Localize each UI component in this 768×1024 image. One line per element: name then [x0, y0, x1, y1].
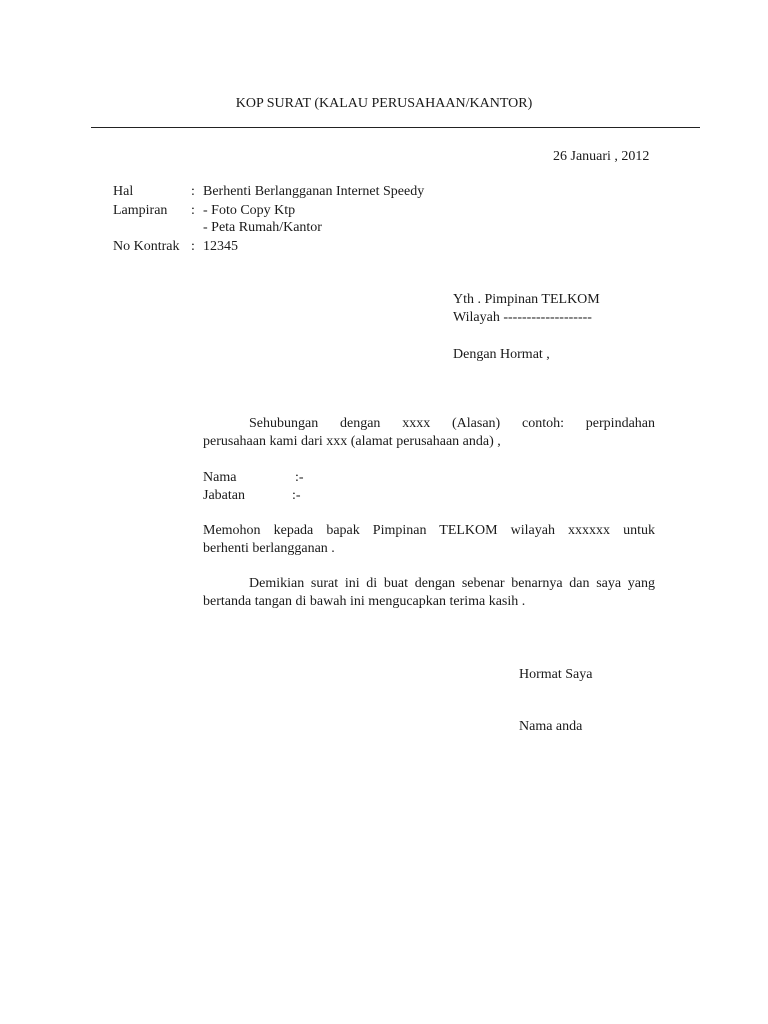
- hal-label: Hal: [113, 184, 134, 199]
- jabatan-label: Jabatan: [203, 488, 245, 503]
- lampiran-item: - Peta Rumah/Kantor: [203, 220, 322, 235]
- lampiran-item: - Foto Copy Ktp: [203, 203, 296, 218]
- recipient-line: Yth . Pimpinan TELKOM: [453, 292, 600, 307]
- nama-label: Nama: [203, 470, 237, 485]
- jabatan-value: :-: [292, 488, 301, 503]
- greeting: Dengan Hormat ,: [453, 347, 550, 362]
- paragraph-line: Demikian surat ini di buat dengan sebenar benarnya dan saya yang: [249, 576, 655, 591]
- letterhead-title: KOP SURAT (KALAU PERUSAHAAN/KANTOR): [235, 96, 533, 111]
- kontrak-label: No Kontrak: [113, 239, 180, 254]
- paragraph-line: berhenti berlangganan .: [203, 541, 335, 556]
- lampiran-colon: :: [191, 203, 195, 218]
- header-divider: [91, 127, 700, 128]
- recipient-region: Wilayah -------------------: [453, 310, 592, 325]
- paragraph-line: Sehubungan dengan xxxx (Alasan) contoh: perpindahan: [249, 416, 655, 431]
- lampiran-label: Lampiran: [113, 203, 168, 218]
- paragraph-line: bertanda tangan di bawah ini mengucapkan terima kasih .: [203, 594, 526, 609]
- nama-value: :-: [295, 470, 304, 485]
- paragraph-closing: [203, 575, 655, 611]
- kontrak-colon: :: [191, 239, 195, 254]
- paragraph-reason: [203, 415, 655, 451]
- paragraph-line: perusahaan kami dari xxx (alamat perusahaan anda) ,: [203, 434, 501, 449]
- closing-salutation: Hormat Saya: [519, 667, 593, 682]
- kontrak-value: 12345: [203, 239, 238, 254]
- paragraph-request: [203, 522, 655, 558]
- hal-colon: :: [191, 184, 195, 199]
- signer-name: Nama anda: [519, 719, 583, 734]
- letter-date: 26 Januari , 2012: [553, 149, 650, 164]
- paragraph-line: Memohon kepada bapak Pimpinan TELKOM wilayah xxxxxx untuk: [203, 523, 655, 538]
- hal-value: Berhenti Berlangganan Internet Speedy: [203, 184, 425, 199]
